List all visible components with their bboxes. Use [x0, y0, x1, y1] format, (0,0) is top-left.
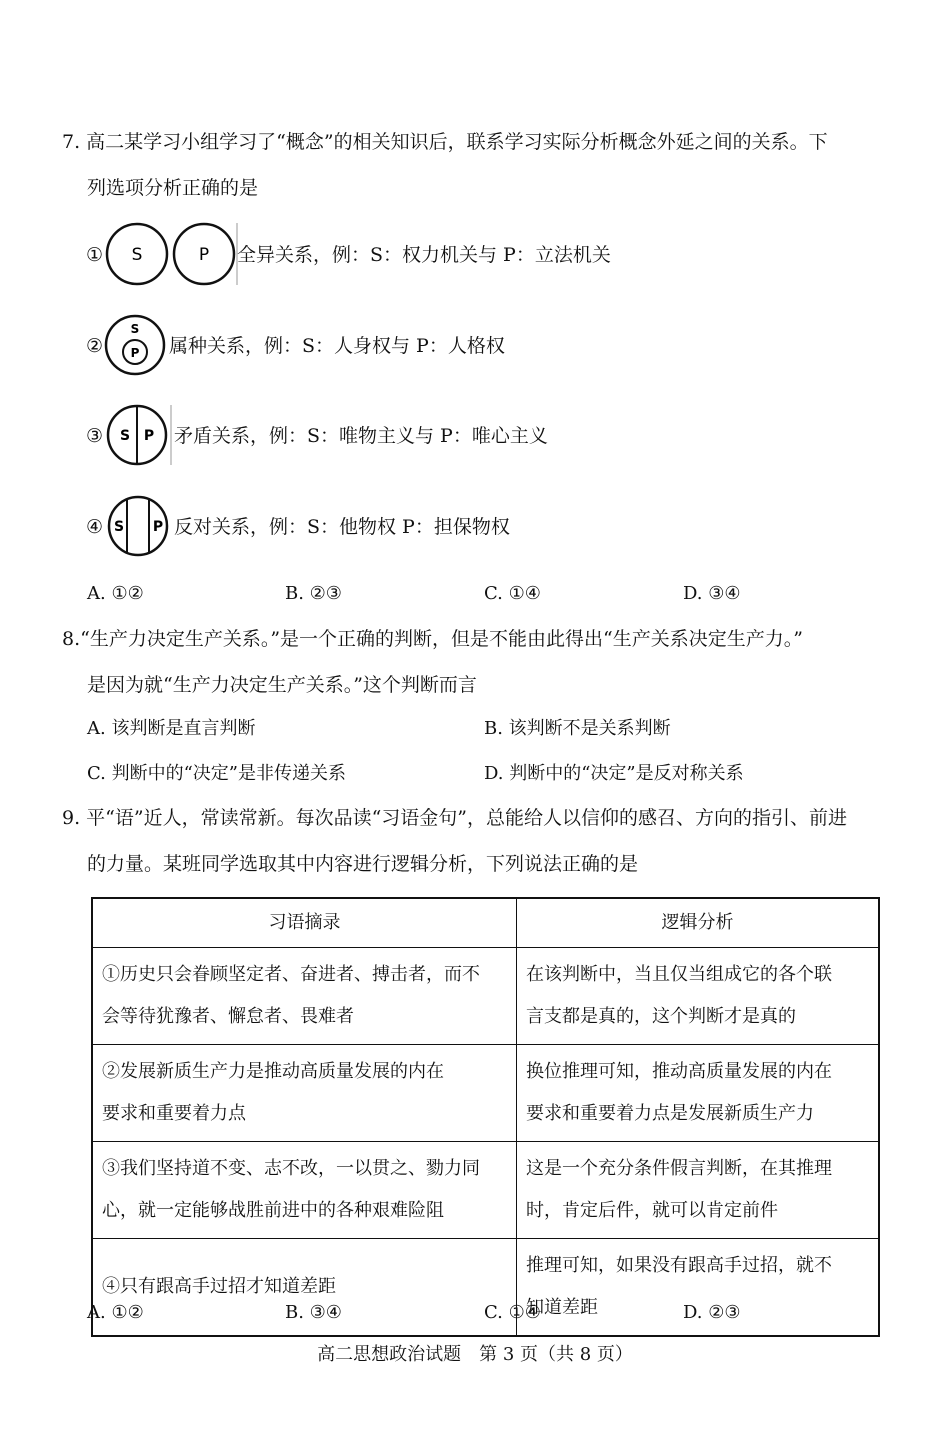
- analysis-cell: [517, 1045, 880, 1142]
- q7-option-a[interactable]: A. ①②: [87, 583, 144, 604]
- contrary-circle-diagram: [104, 494, 174, 558]
- q7-option-b[interactable]: B. ②③: [285, 583, 342, 604]
- analysis-line: 时，肯定后件，就可以肯定前件: [526, 1200, 778, 1221]
- q9-stem-line1: 9. 平“语”近人，常读常新。每次品读“习语金句”，总能给人以信仰的感召、方向的指引、前进: [62, 807, 848, 829]
- q7-item1-text: 全异关系，例：S：权力机关与 P：立法机关: [237, 244, 611, 266]
- q8-option-a[interactable]: A. 该判断是直言判断: [87, 718, 256, 739]
- analysis-line: 换位推理可知，推动高质量发展的内在: [526, 1061, 832, 1082]
- quote-cell: [92, 1045, 517, 1142]
- label-s: S: [119, 428, 131, 444]
- q7-stem-line1: 7. 高二某学习小组学习了“概念”的相关知识后，联系学习实际分析概念外延之间的关系。下: [62, 131, 828, 153]
- q9-option-b[interactable]: B. ③④: [285, 1302, 342, 1323]
- q7-item4-text: 反对关系，例：S：他物权 P：担保物权: [174, 516, 510, 538]
- q9-option-c[interactable]: C. ①④: [484, 1302, 541, 1323]
- quote-line: 心，就一定能够战胜前进中的各种艰难险阻: [102, 1200, 444, 1221]
- q7-option-c[interactable]: C. ①④: [484, 583, 541, 604]
- quote-line: ②发展新质生产力是推动高质量发展的内在: [102, 1061, 444, 1082]
- quote-line: ①历史只会眷顾坚定者、奋进者、搏击者，而不: [102, 964, 480, 985]
- q7-item2-num: ②: [86, 335, 104, 357]
- table-row: [92, 948, 879, 1045]
- label-p: P: [143, 428, 155, 444]
- analysis-line: 这是一个充分条件假言判断，在其推理: [526, 1158, 832, 1179]
- analysis-line: 知道差距: [526, 1297, 598, 1318]
- q7-item2-text: 属种关系，例：S：人身权与 P：人格权: [169, 335, 505, 357]
- q7-item1-num: ①: [86, 244, 104, 266]
- analysis-line: 在该判断中，当且仅当组成它的各个联: [526, 964, 832, 985]
- q9-option-a[interactable]: A. ①②: [87, 1302, 144, 1323]
- q8-option-c[interactable]: C. 判断中的“决定”是非传递关系: [87, 763, 346, 784]
- header-quote: 习语摘录: [92, 898, 517, 948]
- analysis-line: 要求和重要着力点是发展新质生产力: [526, 1103, 814, 1124]
- header-analysis: 逻辑分析: [517, 898, 880, 948]
- q8-stem-line2: 是因为就“生产力决定生产关系。”这个判断而言: [87, 674, 477, 696]
- disjoint-circles-diagram: [104, 221, 240, 287]
- quote-line: ④只有跟高手过招才知道差距: [102, 1276, 336, 1297]
- q8-option-b[interactable]: B. 该判断不是关系判断: [484, 718, 671, 739]
- label-s: S: [130, 322, 140, 336]
- q7-option-d[interactable]: D. ③④: [683, 583, 741, 604]
- table-row: [92, 1045, 879, 1142]
- q7-item4-num: ④: [86, 516, 104, 538]
- analysis-cell: [517, 1142, 880, 1239]
- q9-analysis-table: [91, 897, 880, 1337]
- q8-option-d[interactable]: D. 判断中的“决定”是反对称关系: [484, 763, 744, 784]
- q9-option-d[interactable]: D. ②③: [683, 1302, 741, 1323]
- analysis-line: 言支都是真的，这个判断才是真的: [526, 1006, 796, 1027]
- q7-item3-num: ③: [86, 425, 104, 447]
- page-footer: 高二思想政治试题 第 3 页（共 8 页）: [317, 1344, 633, 1365]
- contradictory-circle-diagram: [104, 403, 174, 467]
- q8-stem-line1: 8.“生产力决定生产关系。”是一个正确的判断，但是不能由此得出“生产关系决定生产力。”: [62, 628, 803, 650]
- label-p: P: [130, 346, 140, 360]
- quote-line: ③我们坚持道不变、志不改，一以贯之、勠力同: [102, 1158, 480, 1179]
- table-row: [92, 1142, 879, 1239]
- label-s: S: [131, 245, 143, 265]
- q7-stem-line2: 列选项分析正确的是: [87, 177, 259, 199]
- q7-item3-text: 矛盾关系，例：S：唯物主义与 P：唯心主义: [174, 425, 548, 447]
- label-p: P: [152, 519, 164, 535]
- quote-cell: [92, 948, 517, 1045]
- quote-line: 要求和重要着力点: [102, 1103, 246, 1124]
- analysis-cell: [517, 948, 880, 1045]
- inclusion-circles-diagram: [104, 313, 168, 377]
- quote-line: 会等待犹豫者、懈怠者、畏难者: [102, 1006, 354, 1027]
- label-s: S: [113, 519, 125, 535]
- table-header-row: [92, 898, 879, 948]
- analysis-line: 推理可知，如果没有跟高手过招，就不: [526, 1255, 832, 1276]
- label-p: P: [198, 245, 210, 265]
- quote-cell: [92, 1142, 517, 1239]
- q9-stem-line2: 的力量。某班同学选取其中内容进行逻辑分析，下列说法正确的是: [87, 853, 639, 875]
